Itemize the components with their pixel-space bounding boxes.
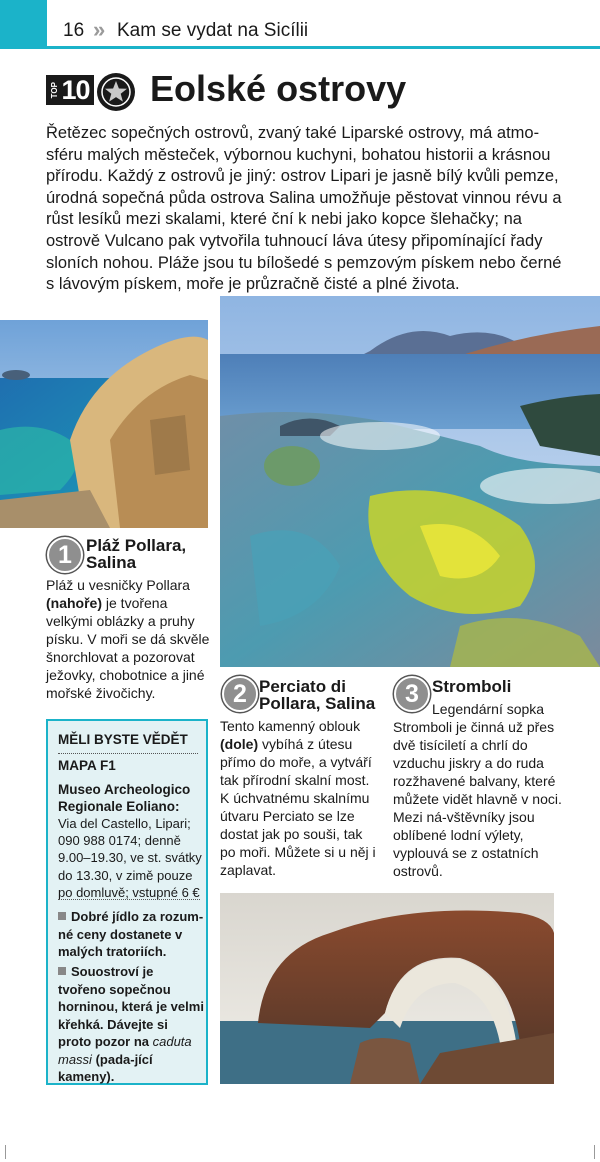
top10-badge-number: 10: [61, 74, 90, 105]
item-text-pre: Pláž u vesničky Pollara: [46, 577, 190, 593]
tip-rocks-italic: caduta massi: [58, 1034, 192, 1067]
item-text-bold: (nahoře): [46, 595, 102, 611]
photo-perciato-arch: [220, 893, 554, 1084]
info-box-divider: [58, 899, 200, 900]
running-header-title: Kam se vydat na Sicílii: [117, 20, 309, 41]
item-text-bold: (dole): [220, 736, 259, 752]
star-icon: [97, 73, 135, 111]
item-title-perciato: Perciato di Pollara, Salina: [259, 677, 376, 713]
page-title: Eolské ostrovy: [150, 68, 407, 109]
item-number-1: 1: [47, 537, 83, 573]
tip-rocks-pre: Souostroví je tvořeno sopečnou horninou, která je velmi křehká. Dávejte si proto pozor na: [58, 964, 204, 1049]
crop-mark: [594, 1145, 595, 1159]
museum-name: Museo Archeologico Regionale Eoliano:: [58, 782, 191, 814]
info-box-title: MĚLI BYSTE VĚDĚT: [58, 732, 198, 754]
top10-badge: [46, 75, 94, 105]
item-text-post: je tvořena velkými oblázky a pruhy písku. V moři se dá skvěle šnorchlovat a pozorovat ježovky, chobotnice a jiné mořské živočichy.: [46, 595, 210, 701]
item-title-stromboli: Stromboli: [432, 677, 512, 696]
breadcrumb-separator: »: [93, 17, 106, 42]
item-text-pre: Tento kamenný oblouk: [220, 718, 361, 734]
header-accent-block: [0, 0, 47, 49]
item-number-3: 3: [394, 676, 430, 712]
tip-food: [58, 908, 204, 961]
museum-details: Via del Castello, Lipari; 090 988 0174; denně 9.00–19.30, ve st. svátky do 13.30, v zimě pouze po domluvě; vstupné 6 €: [58, 816, 202, 900]
item-text-stromboli: Legendární sopka Stromboli je činná už přes dvě tisíciletí a chrlí do vzduchu jiskry a do ruda rozžhavené balvany, které můžete vidět hlavně v noci. Mezi ná-vštěvníky jsou oblíbené lodní výlety, vyplouvá se z ostatních ostrovů.: [393, 701, 562, 879]
info-box: [46, 719, 208, 1085]
bullet-icon: [58, 967, 66, 975]
photo-volcanic-landscape: [220, 296, 600, 667]
map-reference: MAPA F1: [58, 758, 116, 773]
photo-pollara-beach: [0, 320, 208, 528]
intro-paragraph: Řetězec sopečných ostrovů, zvaný také Liparské ostrovy, má atmo-sféru malých městeček, výbornou kuchyni, bohatou historii a krásnou přírodu. Každý z ostrovů je jiný: ostrov Lipari je jasně bílý kvůli pemze, úrodná sopečná půda ostrova Salina umožňuje pěstovat vinnou révu a růst lesíků mezi skalami, které ční k nebi jako kopce šlehačky; na ostrově Vulcano pak vytvořila tuhnoucí láva útesy připomínající řady sloních nohou. Pláže jsou tu bílošedé s pemzovým pískem nebo černé s lávovým pískem, moře je průzračně čisté a plné života.: [46, 124, 562, 294]
top10-badge-top: TOP: [50, 81, 60, 99]
item-title-pollara-beach: Pláž Pollara, Salina: [86, 536, 187, 572]
tip-falling-rocks: [58, 963, 204, 1086]
item-text-pollara-beach: [46, 576, 214, 702]
tip-rocks-post: (pada-jící kameny).: [58, 1051, 153, 1084]
crop-mark: [5, 1145, 6, 1159]
page-number: 16: [63, 20, 85, 41]
item-text-perciato: [220, 717, 380, 879]
bullet-icon: [58, 912, 66, 920]
tip-food-text: Dobré jídlo za rozum-né ceny dostanete v malých tratoriích.: [58, 909, 204, 959]
item-number-2: 2: [222, 676, 258, 712]
item-text-post: vybíhá z útesu přímo do moře, a vytváří tak přírodní skalní most. K úchvatnému skalnímu útvaru Perciato se lze dostat jak po souši, tak po moři. Můžete si u něj i zaplavat.: [220, 736, 376, 878]
header-rule: [47, 46, 600, 49]
